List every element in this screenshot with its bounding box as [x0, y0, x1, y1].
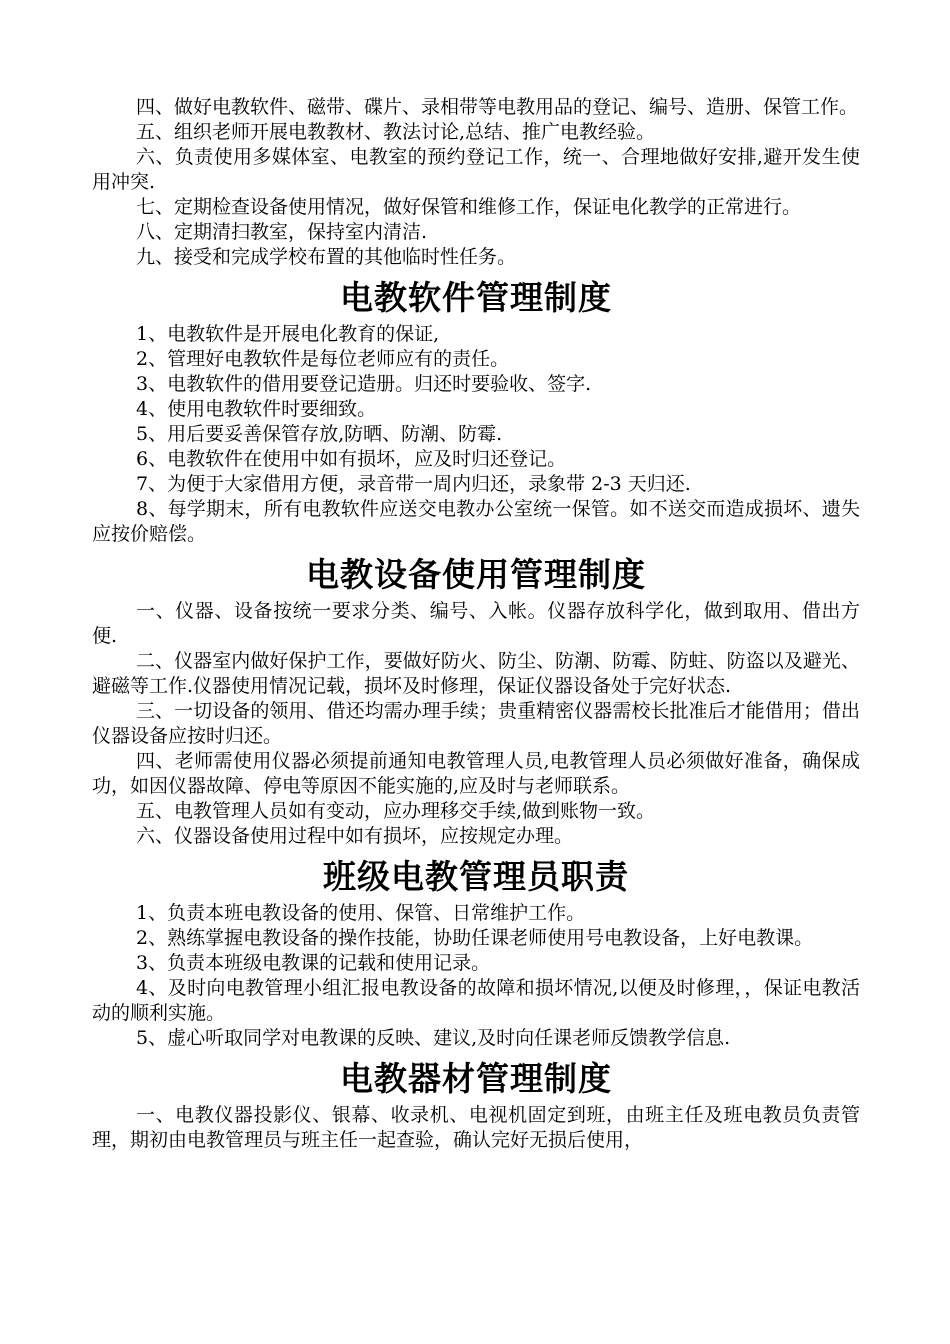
paragraph: 九、接受和完成学校布置的其他临时性任务。: [136, 246, 517, 268]
paragraph: 4、使用电教软件时要细致。: [136, 398, 377, 420]
section-equipment-management: [92, 1055, 860, 1153]
paragraph: 五、组织老师开展电教教材、教法讨论,总结、推广电教经验。: [136, 121, 656, 143]
paragraph: 6、电教软件在使用中如有损坏，应及时归还登记。: [136, 448, 567, 470]
paragraph: 二、仪器室内做好保护工作，要做好防火、防尘、防潮、防霉、防蛀、防盗以及避光、避磁等工作.仪器使用情况记载，损坏及时修理，保证仪器设备处于完好状态.: [92, 650, 860, 697]
paragraph: 2、管理好电教软件是每位老师应有的责任。: [136, 348, 510, 370]
paragraph: 3、负责本班级电教课的记载和使用记录。: [136, 952, 491, 974]
section-title: 电教器材管理制度: [340, 1059, 612, 1098]
paragraph: 8、每学期末，所有电教软件应送交电教办公室统一保管。如不送交而造成损坏、遗失应按价赔偿。: [92, 498, 860, 545]
section-title: 电教设备使用管理制度: [306, 555, 646, 594]
section-duties-continued: [92, 95, 860, 270]
paragraph: 八、定期清扫教室，保持室内清洁.: [136, 221, 428, 243]
paragraph: 5、用后要妥善保管存放,防晒、防潮、防霉.: [136, 423, 503, 445]
paragraph: 5、虚心听取同学对电教课的反映、建议,及时向任课老师反馈教学信息.: [136, 1027, 731, 1049]
paragraph: 4、及时向电教管理小组汇报电教设备的故障和损坏情况,以便及时修理，，保证电教活动的顺利实施。: [92, 977, 860, 1024]
paragraph: 一、电教仪器投影仪、银幕、收录机、电视机固定到班，由班主任及班电教员负责管理，期初由电教管理员与班主任一起查验，确认完好无损后使用，: [92, 1104, 860, 1151]
paragraph: 六、负责使用多媒体室、电教室的预约登记工作，统一、合理地做好安排,避开发生使用冲突.: [92, 146, 860, 193]
document-page: [92, 95, 860, 1153]
section-class-administrator: [92, 853, 860, 1051]
paragraph: 一、仪器、设备按统一要求分类、编号、入帐。仪器存放科学化，做到取用、借出方便.: [92, 600, 860, 647]
paragraph: 五、电教管理人员如有变动，应办理移交手续,做到账物一致。: [136, 800, 656, 822]
paragraph: 七、定期检查设备使用情况，做好保管和维修工作，保证电化教学的正常进行。: [136, 196, 802, 218]
section-equipment-usage: [92, 551, 860, 849]
paragraph: 7、为便于大家借用方便，录音带一周内归还，录象带 2-3 天归还.: [136, 473, 691, 495]
paragraph: 2、熟练掌握电教设备的操作技能，协助任课老师使用号电教设备，上好电教课。: [136, 927, 814, 949]
paragraph: 六、仪器设备使用过程中如有损坏，应按规定办理。: [136, 825, 574, 847]
paragraph: 三、一切设备的领用、借还均需办理手续；贵重精密仪器需校长批准后才能借用；借出仪器设备应按时归还。: [92, 700, 860, 747]
section-software-management: [92, 274, 860, 547]
section-title: 电教软件管理制度: [340, 278, 612, 317]
paragraph: 3、电教软件的借用要登记造册。归还时要验收、签字.: [136, 373, 592, 395]
paragraph: 1、电教软件是开展电化教育的保证,: [136, 323, 440, 345]
paragraph: 四、做好电教软件、磁带、碟片、录相带等电教用品的登记、编号、造册、保管工作。: [136, 96, 859, 118]
paragraph: 四、老师需使用仪器必须提前通知电教管理人员,电教管理人员必须做好准备，确保成功，如因仪器故障、停电等原因不能实施的,应及时与老师联系。: [92, 750, 860, 797]
paragraph: 1、负责本班电教设备的使用、保管、日常维护工作。: [136, 902, 586, 924]
section-title: 班级电教管理员职责: [323, 857, 629, 896]
